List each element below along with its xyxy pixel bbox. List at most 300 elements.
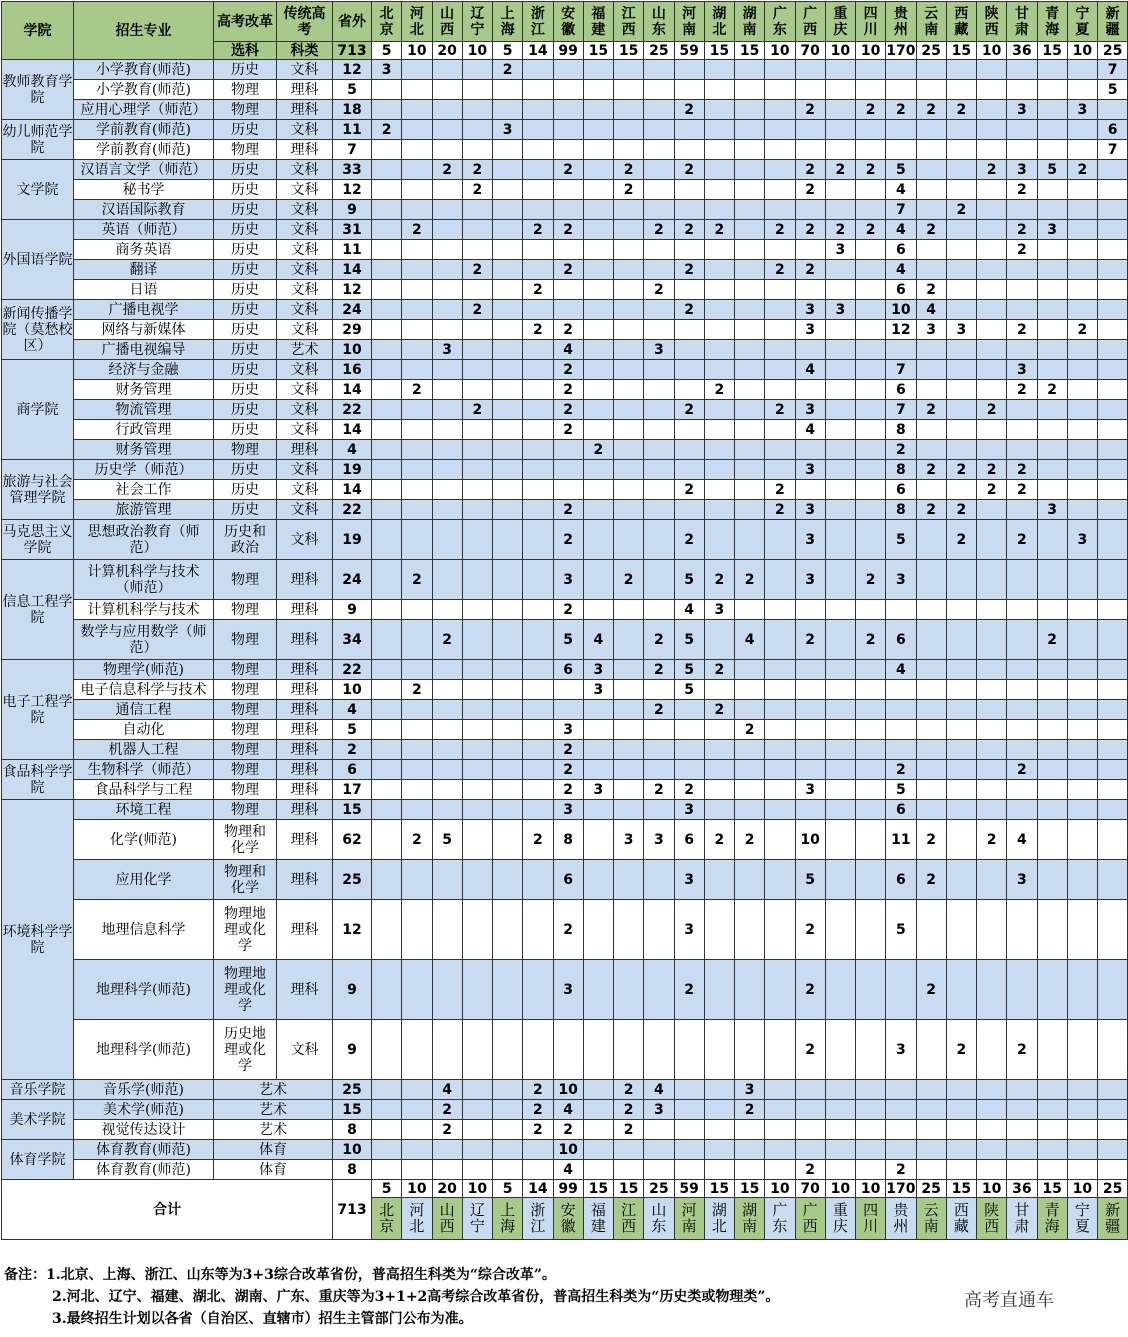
elective: 历史 — [214, 360, 277, 380]
province-quota-cell — [462, 720, 492, 740]
province-quota: 15 — [614, 42, 644, 60]
province-quota-cell: 2 — [916, 400, 946, 420]
table-row — [2, 720, 1128, 740]
province-quota-cell: 3 — [674, 900, 704, 960]
province-quota-cell — [1037, 280, 1067, 300]
province-quota-cell: 3 — [553, 560, 583, 600]
province-quota-cell: 2 — [916, 100, 946, 120]
province-quota-cell — [583, 800, 613, 820]
province-quota-cell — [462, 60, 492, 80]
province-quota-cell — [674, 720, 704, 740]
province-quota-cell — [614, 680, 644, 700]
province-quota-cell — [704, 860, 734, 900]
province-quota-cell — [402, 1100, 432, 1120]
elective: 历史 — [214, 120, 277, 140]
category: 理科 — [277, 440, 333, 460]
out-of-province-total: 62 — [333, 820, 372, 860]
province-quota-cell — [1098, 800, 1128, 820]
category: 理科 — [277, 680, 333, 700]
province-quota-cell — [946, 600, 976, 620]
province-quota-cell — [916, 420, 946, 440]
province-quota-cell: 2 — [402, 560, 432, 600]
province-quota-cell — [674, 380, 704, 400]
province-quota-cell — [614, 240, 644, 260]
province-quota-cell — [493, 100, 523, 120]
province-quota-cell: 2 — [523, 220, 553, 240]
major-name: 汉语国际教育 — [74, 200, 214, 220]
province-quota-cell — [1067, 380, 1097, 400]
major-name: 网络与新媒体 — [74, 320, 214, 340]
college-name: 教师教育学院 — [2, 60, 74, 120]
province-quota-cell — [614, 760, 644, 780]
province-quota-cell — [1007, 200, 1037, 220]
province-quota-cell — [856, 960, 886, 1020]
province-quota-cell: 2 — [462, 260, 492, 280]
table-row — [2, 200, 1128, 220]
province-header — [795, 2, 825, 42]
province-quota-cell — [916, 720, 946, 740]
province-quota-cell — [372, 1120, 402, 1140]
province-quota-cell — [372, 140, 402, 160]
province-quota-cell: 2 — [1007, 460, 1037, 480]
table-row — [2, 120, 1128, 140]
college-name: 马克思主义学院 — [2, 520, 74, 560]
province-quota-cell — [946, 440, 976, 460]
province-quota-cell — [916, 1020, 946, 1080]
province-quota-cell — [644, 1160, 674, 1180]
province-quota-cell: 2 — [946, 500, 976, 520]
province-quota-cell — [765, 60, 795, 80]
province-quota-cell — [1067, 820, 1097, 860]
province-quota-cell — [765, 960, 795, 1020]
province-quota-cell — [644, 720, 674, 740]
province-quota-cell — [735, 900, 765, 960]
province-quota-cell: 2 — [644, 780, 674, 800]
province-quota-cell — [704, 400, 734, 420]
province-quota-cell — [462, 220, 492, 240]
province-quota-cell — [432, 900, 462, 960]
province-quota-cell — [765, 240, 795, 260]
province-quota-cell — [1098, 900, 1128, 960]
province-quota-cell — [583, 1140, 613, 1160]
province-header — [1098, 2, 1128, 42]
province-quota-cell — [1037, 120, 1067, 140]
province-quota-cell — [1067, 140, 1097, 160]
province-quota-cell — [856, 720, 886, 740]
province-quota-cell — [856, 660, 886, 680]
province-name: 山西 — [440, 5, 455, 38]
province-quota-cell — [946, 400, 976, 420]
province-header — [825, 2, 855, 42]
province-quota-cell — [735, 60, 765, 80]
elective: 物理 — [214, 560, 277, 600]
province-quota-cell: 2 — [614, 180, 644, 200]
province-quota-cell — [644, 60, 674, 80]
province-name: 云南 — [924, 5, 939, 38]
province-quota-cell — [462, 500, 492, 520]
province-quota-cell — [614, 600, 644, 620]
province-quota-cell — [614, 360, 644, 380]
province-quota-cell — [523, 360, 553, 380]
table-row — [2, 300, 1128, 320]
province-quota-cell — [977, 360, 1007, 380]
province-quota-cell: 2 — [674, 260, 704, 280]
province-quota-cell — [946, 220, 976, 240]
province-quota-cell — [493, 820, 523, 860]
province-quota-cell — [372, 320, 402, 340]
province-quota-cell — [1098, 1080, 1128, 1100]
province-quota-cell — [372, 200, 402, 220]
province-quota-cell — [372, 440, 402, 460]
province-quota-cell — [523, 380, 553, 400]
province-quota: 10 — [402, 1180, 432, 1198]
province-quota-cell — [1098, 960, 1128, 1020]
province-quota-cell — [1098, 400, 1128, 420]
province-quota-cell — [795, 1140, 825, 1160]
province-quota-cell — [493, 220, 523, 240]
major-name: 化学(师范) — [74, 820, 214, 860]
province-quota-cell — [765, 720, 795, 740]
province-quota-cell — [523, 120, 553, 140]
province-quota-cell: 6 — [553, 660, 583, 680]
province-quota-cell: 2 — [523, 1080, 553, 1100]
province-quota-cell — [644, 260, 674, 280]
province-quota-cell — [462, 560, 492, 600]
province-quota-cell: 2 — [977, 460, 1007, 480]
category: 文科 — [277, 60, 333, 80]
major-name: 小学教育(师范) — [74, 80, 214, 100]
province-quota-cell — [916, 760, 946, 780]
province-quota-cell — [553, 480, 583, 500]
province-quota-cell — [1007, 260, 1037, 280]
province-quota-cell — [553, 460, 583, 480]
province-quota-cell — [856, 500, 886, 520]
province-quota-cell — [462, 320, 492, 340]
province-quota-cell — [1007, 900, 1037, 960]
province-quota-cell — [462, 1080, 492, 1100]
province-quota-cell — [402, 280, 432, 300]
province-quota-cell — [856, 360, 886, 380]
province-quota-cell — [946, 240, 976, 260]
province-quota-cell — [1007, 80, 1037, 100]
table-row — [2, 860, 1128, 900]
province-quota-cell — [1037, 1120, 1067, 1140]
province-quota-cell — [1067, 420, 1097, 440]
province-quota-cell — [493, 860, 523, 900]
province-quota-cell: 2 — [614, 160, 644, 180]
province-quota-cell — [735, 160, 765, 180]
province-quota-cell: 6 — [886, 240, 916, 260]
province-quota: 15 — [1037, 1180, 1067, 1198]
province-quota-cell — [644, 80, 674, 100]
province-header — [493, 2, 523, 42]
province-name: 青海 — [1045, 5, 1060, 38]
province-name-text: 河南 — [681, 1201, 697, 1235]
province-quota-cell — [704, 340, 734, 360]
out-of-province-total: 12 — [333, 60, 372, 80]
province-quota-cell — [583, 100, 613, 120]
province-quota-cell: 2 — [432, 620, 462, 660]
table-row — [2, 320, 1128, 340]
province-name: 广西 — [803, 5, 818, 38]
province-quota-cell — [1037, 560, 1067, 600]
province-quota-cell — [1067, 600, 1097, 620]
province-quota-cell: 2 — [674, 160, 704, 180]
major-name: 旅游管理 — [74, 500, 214, 520]
province-quota: 15 — [735, 1180, 765, 1198]
category: 理科 — [277, 620, 333, 660]
elective: 物理 — [214, 680, 277, 700]
province-quota-cell: 3 — [553, 960, 583, 1020]
college-name: 外国语学院 — [2, 220, 74, 300]
province-quota-cell — [825, 380, 855, 400]
province-quota-cell — [825, 360, 855, 380]
province-quota-cell — [977, 1120, 1007, 1140]
province-quota-cell — [1037, 360, 1067, 380]
province-quota-cell: 2 — [644, 660, 674, 680]
table-row — [2, 820, 1128, 860]
province-quota-cell — [856, 820, 886, 860]
province-quota: 15 — [583, 1180, 613, 1198]
elective: 历史 — [214, 480, 277, 500]
province-quota-cell — [856, 120, 886, 140]
province-quota-cell: 2 — [1007, 1020, 1037, 1080]
province-quota-cell — [583, 600, 613, 620]
province-quota-cell — [402, 100, 432, 120]
province-quota-cell — [583, 420, 613, 440]
province-quota-cell — [462, 820, 492, 860]
province-name-text: 湖北 — [711, 1201, 727, 1235]
province-name: 新疆 — [1105, 5, 1120, 38]
province-quota-cell — [886, 140, 916, 160]
province-quota-cell — [614, 140, 644, 160]
province-quota-cell — [462, 740, 492, 760]
major-name: 自动化 — [74, 720, 214, 740]
province-quota-cell: 5 — [674, 680, 704, 700]
out-of-province-total: 19 — [333, 460, 372, 480]
province-name: 浙江 — [530, 5, 545, 38]
province-quota-cell: 2 — [614, 1100, 644, 1120]
province-quota-cell: 2 — [977, 480, 1007, 500]
province-quota-cell — [1098, 1120, 1128, 1140]
province-quota-cell — [1098, 740, 1128, 760]
province-quota-cell — [977, 960, 1007, 1020]
province-quota-cell — [825, 340, 855, 360]
major-name: 数学与应用数学（师范） — [74, 620, 214, 660]
province-quota-cell: 3 — [1007, 160, 1037, 180]
province-quota-cell — [795, 120, 825, 140]
province-quota-cell — [856, 240, 886, 260]
province-quota-cell — [462, 860, 492, 900]
major-name: 电子信息科学与技术 — [74, 680, 214, 700]
province-quota-cell — [856, 280, 886, 300]
province-quota-cell — [1067, 440, 1097, 460]
table-row — [2, 280, 1128, 300]
province-quota-cell — [674, 340, 704, 360]
province-quota-cell — [644, 140, 674, 160]
province-quota-cell — [735, 480, 765, 500]
category: 文科 — [277, 460, 333, 480]
province-quota: 10 — [856, 1180, 886, 1198]
province-quota-cell — [825, 320, 855, 340]
province-quota-cell — [523, 600, 553, 620]
header-row — [2, 2, 1128, 42]
province-quota-cell — [372, 300, 402, 320]
province-quota-cell — [795, 340, 825, 360]
province-quota-cell — [825, 480, 855, 500]
province-quota-cell — [523, 860, 553, 900]
province-quota-cell — [765, 120, 795, 140]
province-header — [977, 2, 1007, 42]
province-name-text: 陕西 — [984, 1201, 1000, 1235]
province-header — [946, 2, 976, 42]
province-quota-cell: 4 — [886, 220, 916, 240]
province-quota-cell: 4 — [886, 260, 916, 280]
province-name — [1098, 1198, 1128, 1240]
province-quota-cell — [704, 60, 734, 80]
province-quota-cell — [1098, 460, 1128, 480]
province-quota-cell — [493, 340, 523, 360]
major-name: 小学教育(师范) — [74, 60, 214, 80]
province-quota-cell — [644, 460, 674, 480]
province-quota-cell: 4 — [795, 420, 825, 440]
province-quota-cell — [493, 160, 523, 180]
province-quota-cell — [402, 860, 432, 900]
province-quota: 10 — [462, 1180, 492, 1198]
province-quota-cell — [402, 900, 432, 960]
province-quota-cell — [583, 320, 613, 340]
province-quota-cell: 3 — [795, 400, 825, 420]
table-row — [2, 740, 1128, 760]
province-quota-cell — [916, 360, 946, 380]
province-quota-cell — [493, 420, 523, 440]
province-quota-cell — [1067, 860, 1097, 900]
province-quota-cell — [704, 680, 734, 700]
major-name: 行政管理 — [74, 420, 214, 440]
province-quota-cell — [493, 1020, 523, 1080]
province-quota-cell — [977, 280, 1007, 300]
province-quota-cell — [1007, 1080, 1037, 1100]
reform-header: 高考改革 — [214, 2, 277, 42]
province-quota-cell — [916, 140, 946, 160]
province-name-text: 北京 — [379, 1201, 395, 1235]
province-name: 辽宁 — [470, 5, 485, 38]
province-quota-cell — [523, 1020, 553, 1080]
province-quota-cell — [977, 420, 1007, 440]
table-row — [2, 380, 1128, 400]
province-quota-cell — [1007, 620, 1037, 660]
province-quota-cell — [735, 500, 765, 520]
province-quota-cell — [493, 700, 523, 720]
province-quota-cell — [1067, 400, 1097, 420]
province-name: 河南 — [682, 5, 697, 38]
province-quota-cell — [432, 780, 462, 800]
province-quota-cell — [1098, 100, 1128, 120]
province-quota-cell — [583, 380, 613, 400]
elective: 体育 — [214, 1140, 333, 1160]
province-quota-cell — [432, 260, 462, 280]
out-of-province-total: 9 — [333, 960, 372, 1020]
province-quota-cell — [1037, 600, 1067, 620]
province-quota-cell — [523, 660, 553, 680]
province-quota-cell — [674, 1160, 704, 1180]
province-header — [402, 2, 432, 42]
province-quota-cell: 8 — [886, 460, 916, 480]
province-quota-cell — [432, 960, 462, 1020]
province-quota-cell — [583, 300, 613, 320]
out-of-province-total: 22 — [333, 400, 372, 420]
province-quota-cell: 2 — [916, 960, 946, 1020]
province-quota-cell — [583, 160, 613, 180]
province-quota-cell — [644, 420, 674, 440]
province-quota-cell — [916, 800, 946, 820]
province-quota-cell — [1067, 260, 1097, 280]
province-quota-cell — [765, 600, 795, 620]
province-quota-cell — [977, 660, 1007, 680]
elective: 历史 — [214, 500, 277, 520]
province-quota-cell — [523, 780, 553, 800]
table-row — [2, 440, 1128, 460]
province-quota-cell — [1007, 340, 1037, 360]
province-quota-cell — [1098, 520, 1128, 560]
province-name: 陕西 — [984, 5, 999, 38]
province-quota-cell: 7 — [886, 200, 916, 220]
province-quota-cell — [523, 400, 553, 420]
college-name: 幼儿师范学院 — [2, 120, 74, 160]
category: 文科 — [277, 380, 333, 400]
college-name: 商学院 — [2, 360, 74, 460]
out-of-province-total: 24 — [333, 300, 372, 320]
province-quota-cell — [946, 360, 976, 380]
province-quota-cell — [735, 240, 765, 260]
elective: 历史 — [214, 60, 277, 80]
province-name: 甘肃 — [1014, 5, 1029, 38]
elective: 物理 — [214, 780, 277, 800]
province-quota-cell — [644, 240, 674, 260]
province-quota-cell — [886, 80, 916, 100]
out-of-province-total: 18 — [333, 100, 372, 120]
province-quota-cell — [402, 240, 432, 260]
province-quota-cell — [1007, 1140, 1037, 1160]
province-quota-cell — [856, 900, 886, 960]
province-quota-cell — [493, 520, 523, 560]
elective: 历史 — [214, 320, 277, 340]
province-header — [916, 2, 946, 42]
province-quota-cell — [402, 200, 432, 220]
province-quota-cell — [1098, 500, 1128, 520]
major-name: 美术学(师范) — [74, 1100, 214, 1120]
province-quota-cell — [462, 1140, 492, 1160]
province-quota-cell: 5 — [795, 860, 825, 900]
province-quota-cell — [916, 1160, 946, 1180]
province-quota-cell — [614, 700, 644, 720]
province-quota-cell: 2 — [946, 520, 976, 560]
province-quota-cell — [583, 180, 613, 200]
province-quota-cell — [1098, 720, 1128, 740]
province-name — [493, 1198, 523, 1240]
province-quota-cell — [977, 800, 1007, 820]
province-quota-cell — [1037, 1020, 1067, 1080]
province-quota-cell — [402, 420, 432, 440]
province-quota-cell — [402, 500, 432, 520]
province-quota-cell: 5 — [886, 160, 916, 180]
province-quota-cell — [977, 140, 1007, 160]
province-quota-cell — [372, 520, 402, 560]
province-quota-cell — [1007, 720, 1037, 740]
province-quota-cell — [432, 280, 462, 300]
elective: 历史和政治 — [214, 520, 277, 560]
province-quota-cell — [735, 320, 765, 340]
